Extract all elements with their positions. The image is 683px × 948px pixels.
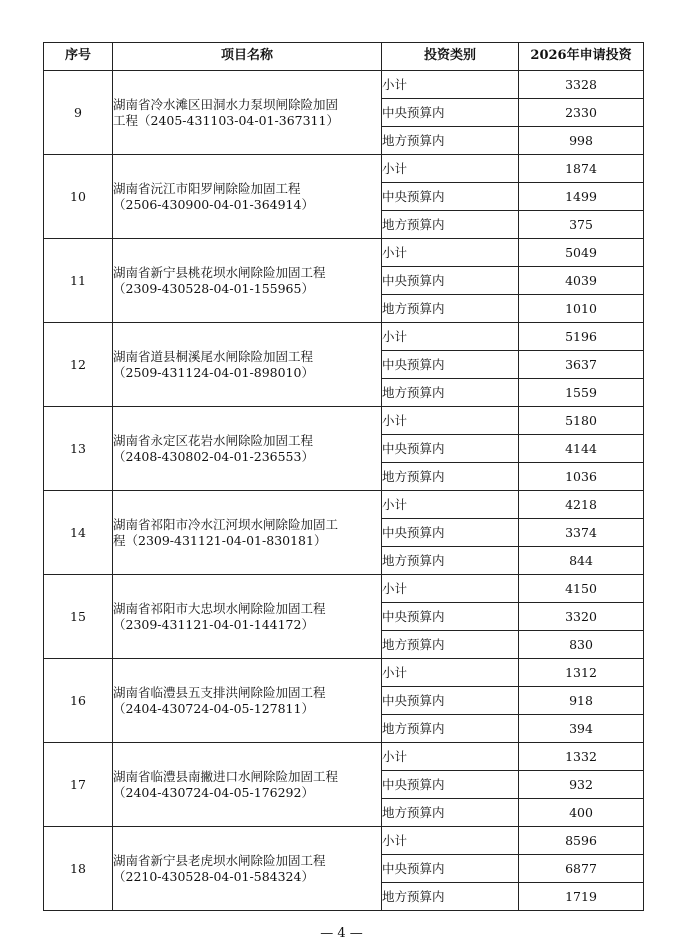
investment-type-central: 中央预算内 [382, 435, 519, 463]
project-name-cell [113, 155, 382, 239]
project-name-cell [113, 239, 382, 323]
investment-type-subtotal: 小计 [382, 407, 519, 435]
project-name-cell [113, 71, 382, 155]
investment-type-local: 地方预算内 [382, 295, 519, 323]
row-serial-number: 12 [44, 323, 113, 407]
investment-amount-local: 1036 [519, 463, 644, 491]
header-requested-investment: 2026年申请投资 [519, 43, 644, 71]
investment-amount-local: 400 [519, 799, 644, 827]
project-name-cell [113, 491, 382, 575]
project-code: （2408-430802-04-01-236553） [113, 448, 314, 464]
investment-type-central: 中央预算内 [382, 771, 519, 799]
investment-type-central: 中央预算内 [382, 267, 519, 295]
investment-amount-central: 3320 [519, 603, 644, 631]
investment-amount-subtotal: 4218 [519, 491, 644, 519]
investment-amount-subtotal: 5196 [519, 323, 644, 351]
project-code: （2210-430528-04-01-584324） [113, 868, 314, 884]
investment-type-local: 地方预算内 [382, 547, 519, 575]
investment-type-subtotal: 小计 [382, 659, 519, 687]
investment-type-local: 地方预算内 [382, 631, 519, 659]
project-name: 湖南省临澧县五支排洪闸除险加固工程 [113, 684, 326, 700]
investment-amount-local: 1719 [519, 883, 644, 911]
investment-amount-local: 394 [519, 715, 644, 743]
project-name: 湖南省沅江市阳罗闸除险加固工程 [113, 180, 301, 196]
table-row [44, 407, 644, 435]
investment-type-subtotal: 小计 [382, 827, 519, 855]
row-serial-number: 14 [44, 491, 113, 575]
header-project-name: 项目名称 [113, 43, 382, 71]
investment-amount-subtotal: 1332 [519, 743, 644, 771]
project-code: （2506-430900-04-01-364914） [113, 196, 314, 212]
investment-type-local: 地方预算内 [382, 463, 519, 491]
project-code: （2309-430528-04-01-155965） [113, 280, 314, 296]
page-number: — 4 — [320, 926, 363, 941]
investment-amount-subtotal: 1312 [519, 659, 644, 687]
project-code: （2404-430724-04-05-127811） [113, 700, 314, 716]
project-name-cell [113, 659, 382, 743]
project-name-cell [113, 827, 382, 911]
investment-type-local: 地方预算内 [382, 715, 519, 743]
table-header-row [44, 43, 644, 71]
investment-amount-subtotal: 3328 [519, 71, 644, 99]
investment-type-local: 地方预算内 [382, 127, 519, 155]
investment-table [43, 42, 644, 911]
investment-type-local: 地方预算内 [382, 883, 519, 911]
table-row [44, 323, 644, 351]
investment-amount-subtotal: 4150 [519, 575, 644, 603]
row-serial-number: 13 [44, 407, 113, 491]
investment-amount-local: 844 [519, 547, 644, 575]
table-row [44, 659, 644, 687]
investment-type-central: 中央预算内 [382, 351, 519, 379]
table-row [44, 239, 644, 267]
project-code: （2404-430724-04-05-176292） [113, 784, 314, 800]
table-row [44, 827, 644, 855]
row-serial-number: 18 [44, 827, 113, 911]
header-investment-type: 投资类别 [382, 43, 519, 71]
investment-type-local: 地方预算内 [382, 379, 519, 407]
project-name: 湖南省冷水滩区田洞水力泵坝闸除险加固 [113, 96, 339, 112]
investment-amount-central: 932 [519, 771, 644, 799]
investment-type-central: 中央预算内 [382, 519, 519, 547]
project-code: （2509-431124-04-01-898010） [113, 364, 314, 380]
row-serial-number: 16 [44, 659, 113, 743]
row-serial-number: 9 [44, 71, 113, 155]
table-row [44, 155, 644, 183]
row-serial-number: 15 [44, 575, 113, 659]
investment-type-local: 地方预算内 [382, 799, 519, 827]
investment-amount-subtotal: 5180 [519, 407, 644, 435]
investment-type-central: 中央预算内 [382, 855, 519, 883]
row-serial-number: 11 [44, 239, 113, 323]
investment-type-subtotal: 小计 [382, 491, 519, 519]
header-serial-number: 序号 [44, 43, 113, 71]
table-row [44, 491, 644, 519]
investment-type-subtotal: 小计 [382, 71, 519, 99]
investment-amount-central: 1499 [519, 183, 644, 211]
project-name: 湖南省新宁县老虎坝水闸除险加固工程 [113, 852, 326, 868]
investment-amount-central: 2330 [519, 99, 644, 127]
investment-amount-subtotal: 8596 [519, 827, 644, 855]
project-name: 湖南省临澧县南撇进口水闸除险加固工程 [113, 768, 339, 784]
investment-type-subtotal: 小计 [382, 239, 519, 267]
table-row [44, 71, 644, 99]
project-code: 工程（2405-431103-04-01-367311） [113, 112, 339, 128]
table-row [44, 575, 644, 603]
project-name: 湖南省永定区花岩水闸除险加固工程 [113, 432, 314, 448]
investment-type-central: 中央预算内 [382, 687, 519, 715]
investment-amount-central: 918 [519, 687, 644, 715]
investment-amount-central: 6877 [519, 855, 644, 883]
investment-amount-local: 1010 [519, 295, 644, 323]
investment-amount-central: 3374 [519, 519, 644, 547]
project-name: 湖南省新宁县桃花坝水闸除险加固工程 [113, 264, 326, 280]
investment-type-central: 中央预算内 [382, 99, 519, 127]
investment-type-central: 中央预算内 [382, 183, 519, 211]
investment-amount-central: 4039 [519, 267, 644, 295]
project-name-cell [113, 323, 382, 407]
table-row [44, 743, 644, 771]
table-body [44, 71, 644, 911]
investment-type-subtotal: 小计 [382, 323, 519, 351]
project-name: 湖南省祁阳市冷水江河坝水闸除险加固工 [113, 516, 339, 532]
project-code: （2309-431121-04-01-144172） [113, 616, 314, 632]
project-name-cell [113, 743, 382, 827]
investment-type-local: 地方预算内 [382, 211, 519, 239]
investment-amount-local: 998 [519, 127, 644, 155]
project-name: 湖南省道县桐溪尾水闸除险加固工程 [113, 348, 314, 364]
investment-amount-subtotal: 1874 [519, 155, 644, 183]
project-code: 程（2309-431121-04-01-830181） [113, 532, 327, 548]
investment-type-central: 中央预算内 [382, 603, 519, 631]
investment-type-subtotal: 小计 [382, 575, 519, 603]
investment-type-subtotal: 小计 [382, 155, 519, 183]
investment-amount-local: 830 [519, 631, 644, 659]
investment-amount-subtotal: 5049 [519, 239, 644, 267]
investment-amount-central: 4144 [519, 435, 644, 463]
project-name-cell [113, 407, 382, 491]
investment-amount-local: 375 [519, 211, 644, 239]
row-serial-number: 17 [44, 743, 113, 827]
investment-amount-central: 3637 [519, 351, 644, 379]
project-name-cell [113, 575, 382, 659]
investment-amount-local: 1559 [519, 379, 644, 407]
investment-type-subtotal: 小计 [382, 743, 519, 771]
project-name: 湖南省祁阳市大忠坝水闸除险加固工程 [113, 600, 326, 616]
row-serial-number: 10 [44, 155, 113, 239]
